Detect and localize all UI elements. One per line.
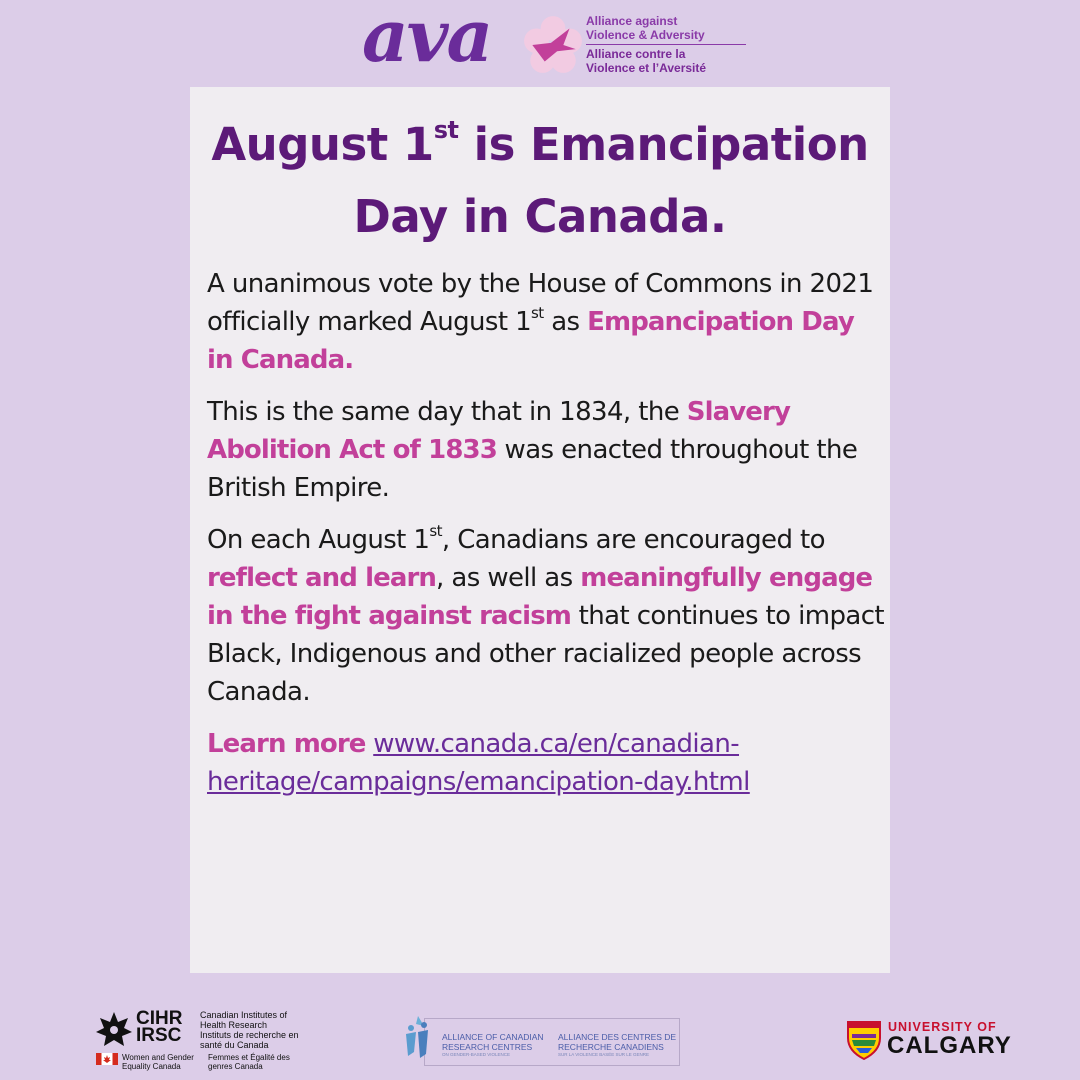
- p3-sup: st: [429, 522, 442, 540]
- p3-text-c: , as well as: [436, 563, 581, 593]
- name-en-line2: Violence & Adversity: [586, 28, 705, 42]
- maple-leaf-figures-icon: [94, 1010, 134, 1050]
- acrc-name-en: [442, 1032, 552, 1058]
- canada-flag-icon: [96, 1053, 118, 1065]
- ava-wordmark: ava: [362, 0, 492, 78]
- acrc-en-subtitle: ON GENDER-BASED VIOLENCE: [442, 1052, 511, 1057]
- ava-name: [586, 14, 756, 75]
- acrc-logo: [398, 1012, 680, 1068]
- ucal-bottom-text: CALGARY: [887, 1032, 1012, 1059]
- learn-more-label: Learn more: [207, 729, 366, 759]
- people-figures-icon: [398, 1012, 438, 1068]
- name-fr-line2: Violence et l’Aversité: [586, 61, 707, 75]
- crest-shield-icon: [846, 1018, 882, 1060]
- university-of-calgary-logo: [846, 1018, 1016, 1062]
- acrc-name-fr: [558, 1032, 678, 1058]
- acrc-en-title: ALLIANCE OF CANADIAN RESEARCH CENTRES: [442, 1032, 544, 1052]
- paragraph-act: [207, 393, 887, 507]
- cihr-name-fr: Instituts de recherche en santé du Canada: [200, 1030, 299, 1050]
- name-fr-line1: Alliance contre la: [586, 47, 686, 61]
- title-part1: August 1: [211, 118, 434, 171]
- p1-sup: st: [531, 304, 544, 322]
- flower-bird-icon: [522, 14, 584, 76]
- wage-name-fr: Femmes et Égalité des genres Canada: [208, 1053, 290, 1071]
- acrc-fr-subtitle: SUR LA VIOLENCE BASÉE SUR LE GENRE: [558, 1052, 650, 1057]
- name-divider: [586, 44, 746, 45]
- page-title: [190, 109, 890, 253]
- title-sup: st: [433, 116, 459, 144]
- title-part2: is Emancipation Day in Canada.: [353, 118, 869, 243]
- cihr-acronym-en: CIHR: [136, 1008, 183, 1029]
- p3-highlight1: reflect and learn: [207, 563, 437, 593]
- p2-highlight: Slavery Abolition Act of 1833: [207, 397, 791, 465]
- name-en-line1: Alliance against: [586, 14, 678, 28]
- cihr-name-en: Canadian Institutes of Health Research: [200, 1010, 288, 1030]
- learn-more-link[interactable]: www.canada.ca/en/canadian-heritage/campaigns/emancipation-day.html: [207, 729, 750, 797]
- paragraph-vote: [207, 265, 887, 379]
- p1-highlight: Empancipation Day in Canada.: [207, 307, 854, 375]
- p3-text-d: that continues to impact Black, Indigenous and other racialized people across Canada.: [207, 601, 885, 707]
- p2-text: This is the same day that in 1834, the: [207, 397, 687, 427]
- paragraph-learn-more: [207, 725, 887, 801]
- content-card: [190, 87, 890, 973]
- cihr-fullname: [200, 1010, 300, 1050]
- p1-text: A unanimous vote by the House of Commons in 2021 officially marked August 1: [207, 269, 874, 337]
- cihr-acronyms: [136, 1010, 182, 1044]
- wage-name-en: Women and Gender Equality Canada: [122, 1053, 194, 1071]
- ava-logo: [358, 0, 738, 84]
- paragraph-reflect: [207, 521, 887, 711]
- body-text: [207, 265, 887, 815]
- p2-text-b: was enacted throughout the British Empire.: [207, 435, 858, 503]
- cihr-acronym-fr: IRSC: [136, 1025, 182, 1046]
- p1-text-b: as: [543, 307, 588, 337]
- acrc-fr-title: ALLIANCE DES CENTRES DE RECHERCHE CANADIENS: [558, 1032, 677, 1052]
- cihr-logo: [92, 1008, 299, 1071]
- ucal-top-text: UNIVERSITY OF: [888, 1020, 997, 1034]
- p3-highlight2: meaningfully engage in the fight against racism: [207, 563, 873, 631]
- p3-text-b: , Canadians are encouraged to: [441, 525, 825, 555]
- p3-text: On each August 1: [207, 525, 430, 555]
